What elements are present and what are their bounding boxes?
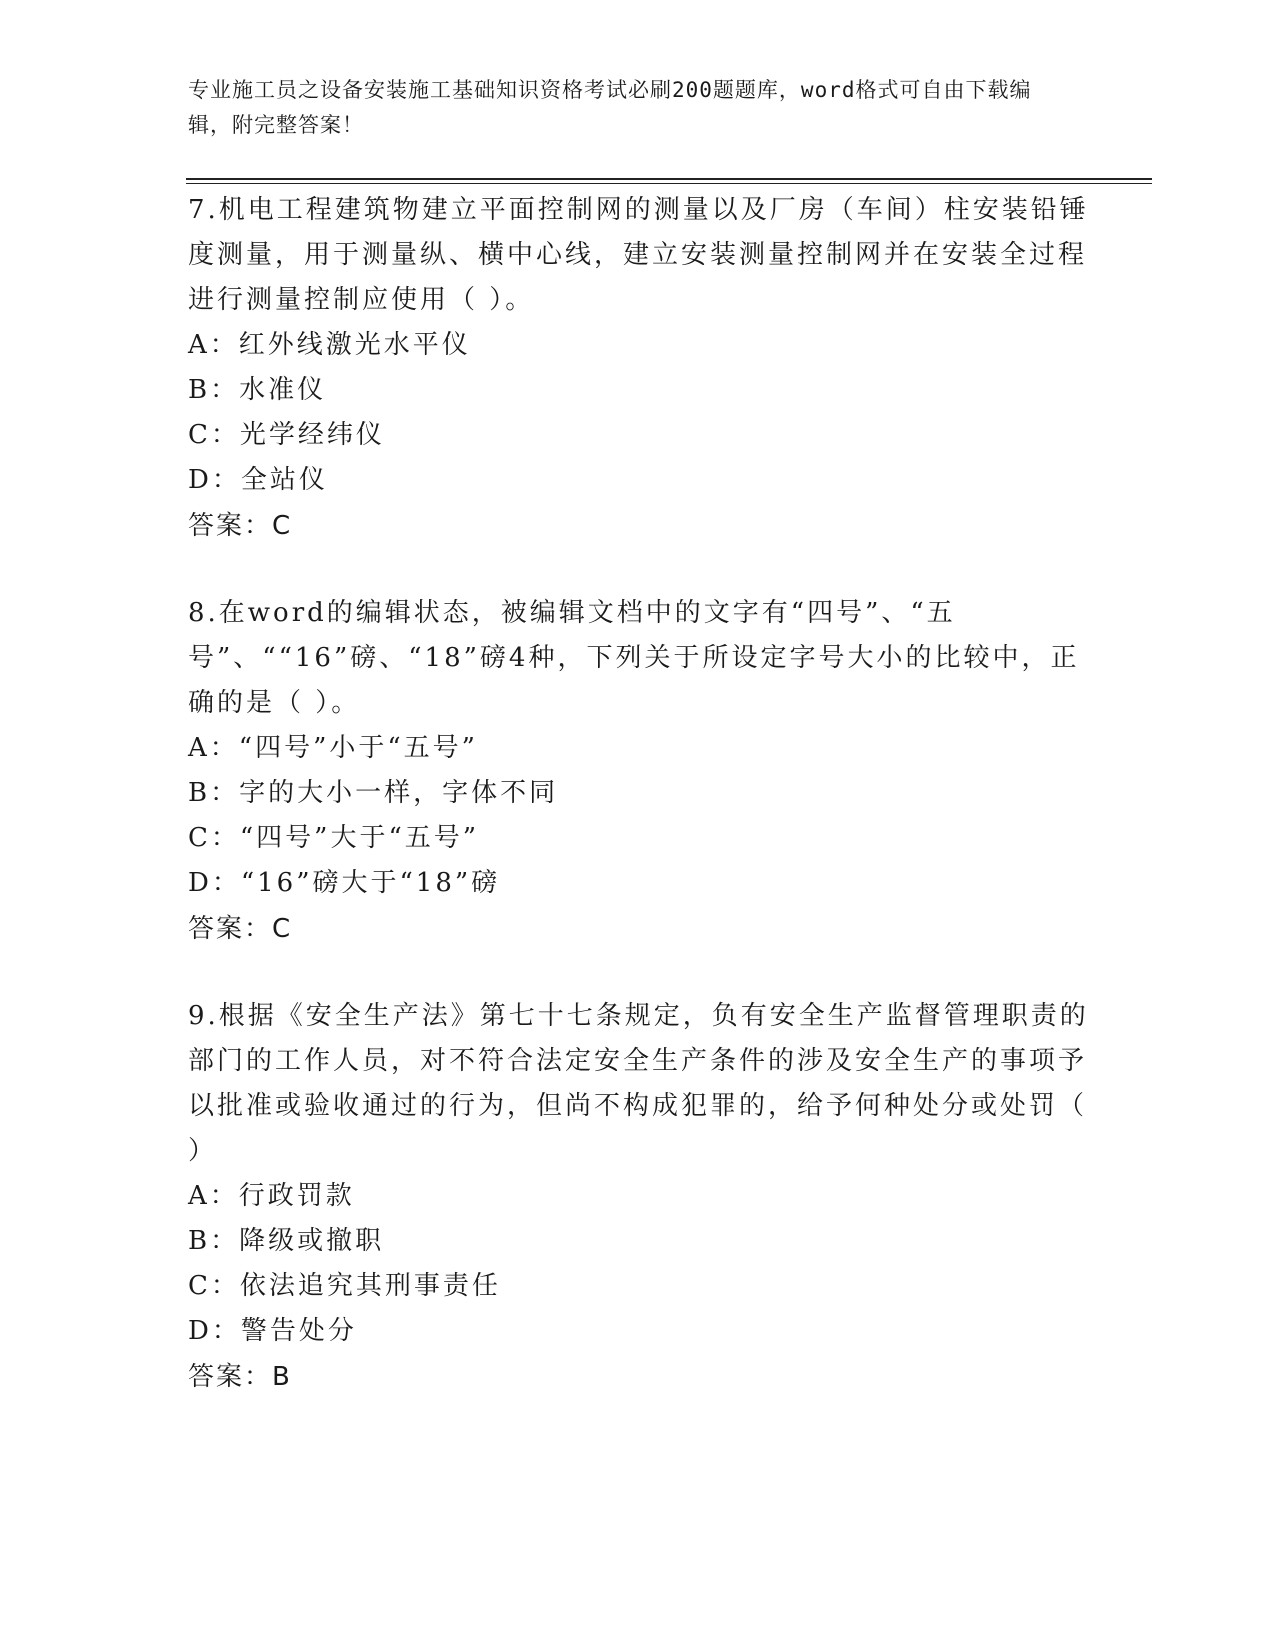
- header-rule-thin: [186, 183, 1152, 184]
- option-b: B：字的大小一样，字体不同: [188, 778, 559, 808]
- question-stem: 9.根据《安全生产法》第七十七条规定，负有安全生产监督管理职责的部门的工作人员，对不符合法定安全生产条件的涉及安全生产的事项予以批准或验收通过的行为，但尚不构成犯罪的，给予何种处分或处罚（ ）: [188, 1001, 1089, 1166]
- question-list: [188, 188, 1108, 1442]
- question-stem: 8.在word的编辑状态，被编辑文档中的文字有“四号”、“五号”、““16”磅、“18”磅4种，下列关于所设定字号大小的比较中，正确的是（ ）。: [188, 598, 1080, 718]
- question-9: [188, 994, 1108, 1400]
- option-d: D：警告处分: [188, 1316, 357, 1346]
- answer-line: 答案：C: [188, 914, 293, 944]
- document-header: 专业施工员之设备安装施工基础知识资格考试必刷200题题库，word格式可自由下载编辑，附完整答案！: [188, 78, 1032, 137]
- option-a: A：行政罚款: [188, 1181, 355, 1211]
- question-stem: 7.机电工程建筑物建立平面控制网的测量以及厂房（车间）柱安装铅锤度测量，用于测量纵、横中心线，建立安装测量控制网并在安装全过程进行测量控制应使用（ ）。: [188, 195, 1089, 315]
- answer-line: 答案：C: [188, 511, 293, 541]
- option-c: C：“四号”大于“五号”: [188, 823, 480, 853]
- option-b: B：水准仪: [188, 375, 327, 405]
- option-d: D：全站仪: [188, 465, 328, 495]
- option-b: B：降级或撤职: [188, 1226, 385, 1256]
- question-8: [188, 591, 1108, 952]
- answer-line: 答案：B: [188, 1362, 292, 1392]
- question-7: [188, 188, 1108, 549]
- option-c: C：依法追究其刑事责任: [188, 1271, 501, 1301]
- option-d: D：“16”磅大于“18”磅: [188, 868, 501, 898]
- option-a: A：红外线激光水平仪: [188, 330, 471, 360]
- option-c: C：光学经纬仪: [188, 420, 385, 450]
- option-a: A：“四号”小于“五号”: [188, 733, 478, 763]
- header-rule-thick: [186, 178, 1152, 180]
